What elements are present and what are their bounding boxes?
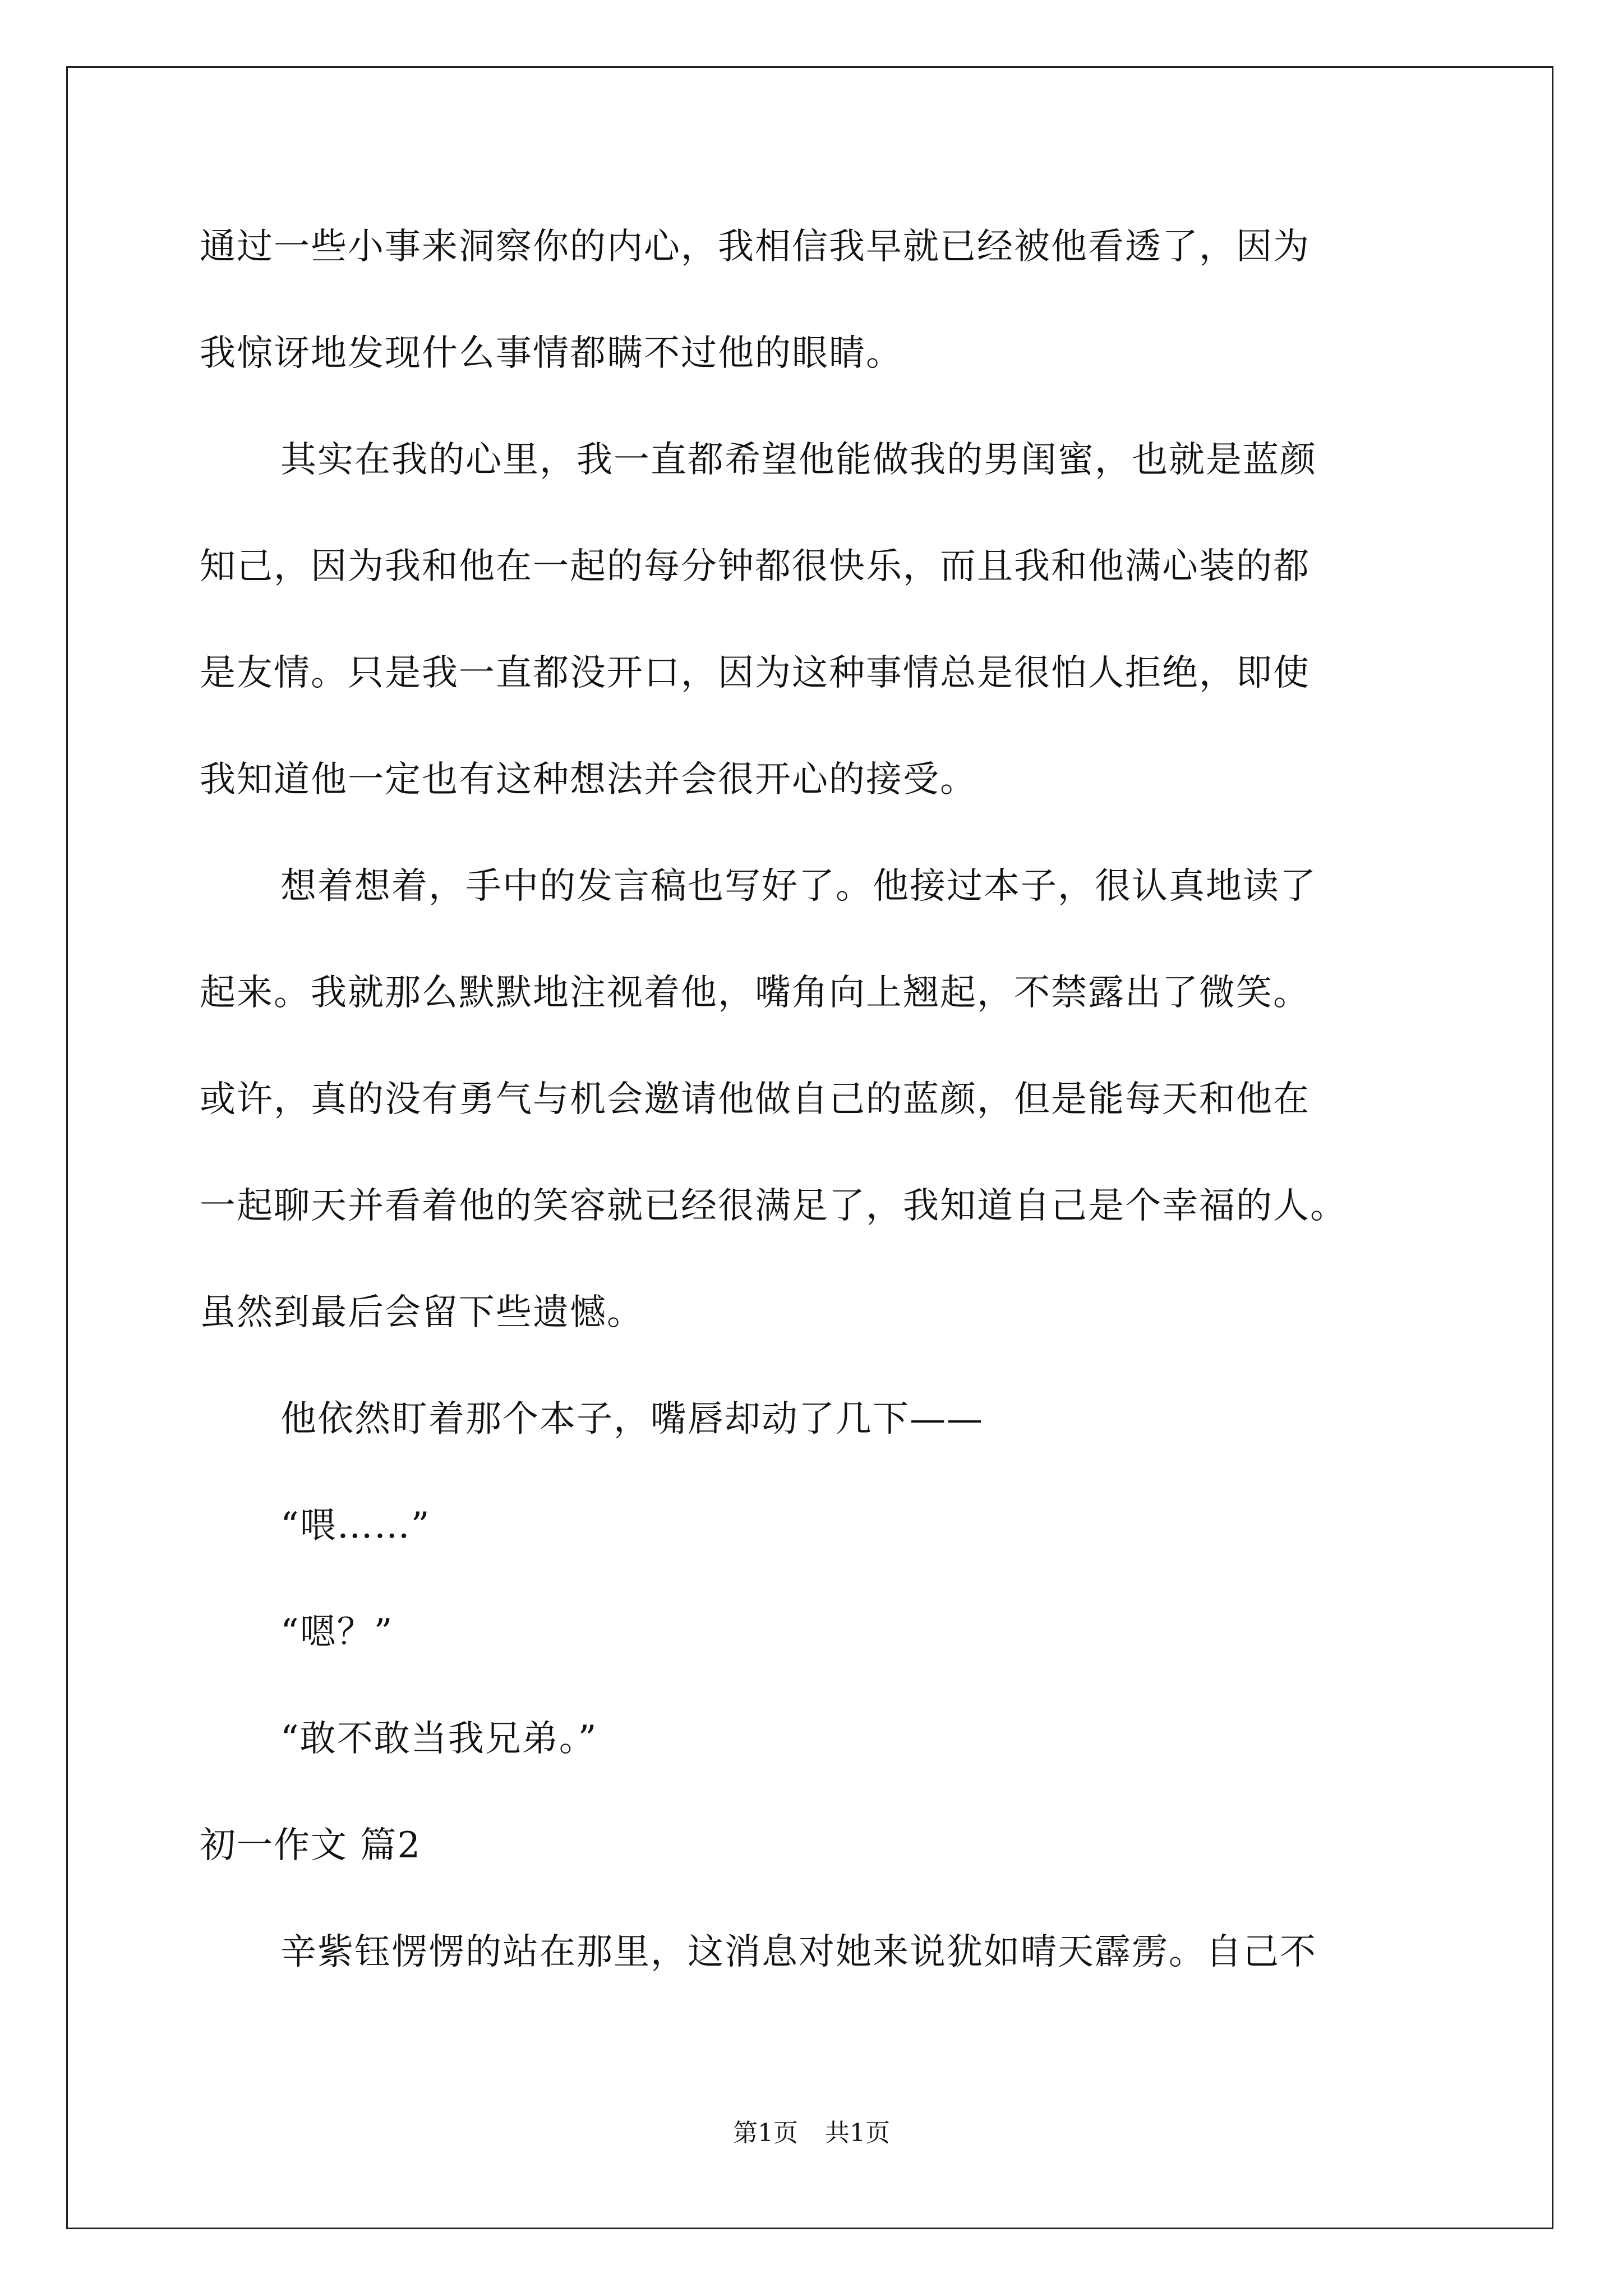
text-line: 我知道他一定也有这种想法并会很开心的接受。 bbox=[200, 759, 977, 800]
text-line: 是友情。只是我一直都没开口，因为这种事情总是很怕人拒绝，即使 bbox=[200, 652, 1310, 694]
text-line: “喂……” bbox=[280, 1505, 431, 1547]
text-line: 知己，因为我和他在一起的每分钟都很快乐，而且我和他满心装的都 bbox=[200, 546, 1310, 587]
text-line: 其实在我的心里，我一直都希望他能做我的男闺蜜，也就是蓝颜 bbox=[280, 439, 1317, 481]
page-number: 第1页 bbox=[733, 2119, 798, 2147]
text-line: “嗯？” bbox=[280, 1612, 394, 1653]
page-border bbox=[66, 66, 1553, 2229]
text-line: 或许，真的没有勇气与机会邀请他做自己的蓝颜，但是能每天和他在 bbox=[200, 1079, 1310, 1120]
page-footer bbox=[0, 2118, 1623, 2149]
text-line: 起来。我就那么默默地注视着他，嘴角向上翘起，不禁露出了微笑。 bbox=[200, 972, 1310, 1014]
text-line: 一起聊天并看着他的笑容就已经很满足了，我知道自己是个幸福的人。 bbox=[200, 1185, 1347, 1227]
section-heading: 初一作文 篇2 bbox=[200, 1825, 422, 1866]
text-line: 想着想着，手中的发言稿也写好了。他接过本子，很认真地读了 bbox=[280, 866, 1317, 907]
text-line: 辛紫钰愣愣的站在那里，这消息对她来说犹如晴天霹雳。自己不 bbox=[280, 1931, 1317, 1973]
text-line: “敢不敢当我兄弟。” bbox=[280, 1718, 598, 1760]
text-line: 他依然盯着那个本子，嘴唇却动了几下—— bbox=[280, 1398, 984, 1440]
page-total: 共1页 bbox=[825, 2119, 890, 2147]
text-line: 我惊讶地发现什么事情都瞒不过他的眼睛。 bbox=[200, 333, 903, 374]
text-line: 通过一些小事来洞察你的内心，我相信我早就已经被他看透了，因为 bbox=[200, 226, 1310, 268]
text-line: 虽然到最后会留下些遗憾。 bbox=[200, 1292, 644, 1333]
